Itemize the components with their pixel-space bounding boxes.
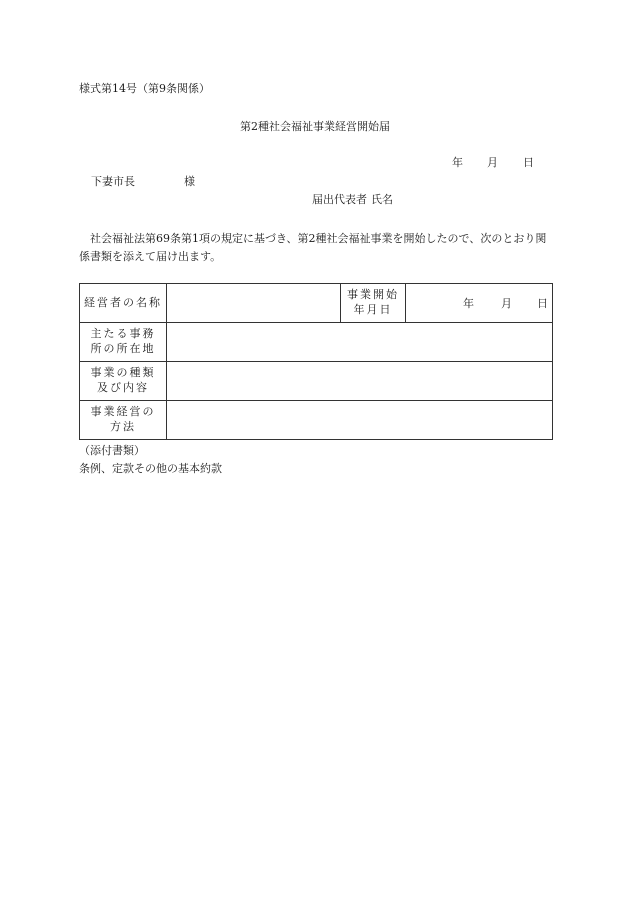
addressee: 下妻市長 [91, 175, 135, 188]
business-type-label [80, 362, 167, 401]
date-day-label: 日 [523, 156, 534, 169]
start-date-field[interactable] [406, 284, 553, 323]
date-year-label: 年 [452, 156, 463, 169]
start-date-year: 年 [463, 297, 474, 310]
start-date-label-line2: 年月日 [353, 303, 393, 316]
body-paragraph: 社会福祉法第69条第1項の規定に基づき、第2種社会福祉事業を開始したので、次のとおり関係書類を添えて届け出ます。 [79, 232, 547, 263]
management-method-field[interactable] [167, 401, 553, 440]
operator-name-field[interactable] [167, 284, 341, 323]
office-location-label-line2: 所の所在地 [90, 342, 156, 355]
notification-form-table [79, 283, 553, 440]
office-location-label [80, 323, 167, 362]
start-date-day: 日 [537, 297, 548, 310]
business-type-label-line2: 及び内容 [97, 381, 149, 394]
form-number: 様式第14号（第9条関係） [79, 82, 210, 95]
start-date-label [341, 284, 406, 323]
management-method-label-line2: 方法 [110, 420, 136, 433]
business-type-label-line1: 事業の種類 [90, 366, 156, 380]
attachments-label: （添付書類） [79, 444, 145, 457]
management-method-label [80, 401, 167, 440]
table-row [80, 284, 553, 323]
addressee-honorific: 様 [184, 175, 195, 188]
representative-label: 届出代表者 [312, 193, 367, 206]
operator-name-label: 経営者の名称 [80, 284, 167, 323]
start-date-label-line1: 事業開始 [347, 288, 399, 302]
date-month-label: 月 [487, 156, 498, 169]
start-date-month: 月 [501, 297, 512, 310]
office-location-field[interactable] [167, 323, 553, 362]
management-method-label-line1: 事業経営の [90, 405, 156, 419]
name-label: 氏名 [371, 193, 393, 206]
attachment-item: 条例、定款その他の基本約款 [79, 462, 222, 475]
table-row [80, 323, 553, 362]
table-row [80, 401, 553, 440]
document-title: 第2種社会福祉事業経営開始届 [240, 120, 390, 133]
table-row [80, 362, 553, 401]
office-location-label-line1: 主たる事務 [90, 327, 156, 341]
business-type-field[interactable] [167, 362, 553, 401]
